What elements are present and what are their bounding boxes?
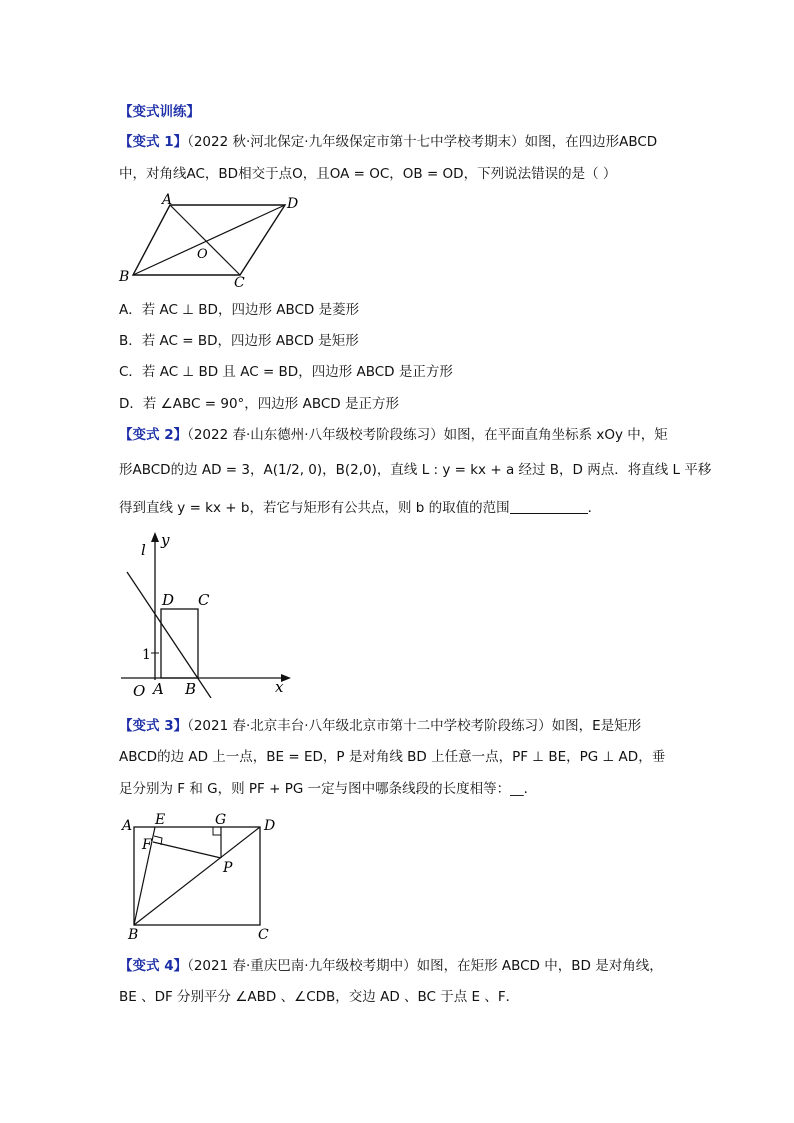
q2-rectangle — [161, 609, 198, 678]
q3-diagonal-bd — [134, 827, 260, 925]
q1-label-a: A — [162, 192, 173, 208]
q1-label-o: O — [197, 247, 208, 262]
q2-line1-tail: 如图，在平面直角坐标系 xOy 中，矩 — [443, 427, 668, 443]
q3-label-d: D — [264, 818, 276, 834]
q3-line3: 足分别为 F 和 G，则 PF + PG 一定与图中哪条线段的长度相等：__． — [119, 781, 538, 797]
q4-tag: 【变式 4】 — [119, 958, 188, 974]
q2-source: （2022 春·山东德州·八年级校考阶段练习） — [187, 427, 444, 443]
q3-right-angle-g — [213, 827, 221, 835]
q1-option-b: B．若 AC = BD，四边形 ABCD 是矩形 — [119, 333, 359, 349]
q3-label-b: B — [128, 927, 139, 942]
q3-label-e: E — [155, 812, 166, 828]
q1-source: （2022 秋·河北保定·九年级保定市第十七中学校考期末） — [187, 134, 525, 150]
q4-line2: BE 、DF 分别平分 ∠ABD 、∠CDB，交边 AD 、BC 于点 E 、F． — [119, 989, 520, 1005]
q4-source: （2021 春·重庆巴南·九年级校考期中） — [187, 958, 417, 974]
q1-label-b: B — [119, 269, 130, 285]
q2-line3-a: 得到直线 y = kx + b，若它与矩形有公共点，则 b 的取值的范围 — [119, 500, 510, 516]
q2-line3 — [119, 498, 679, 518]
q3-rectangle-figure — [115, 812, 285, 942]
q2-label-a: A — [153, 680, 164, 698]
q3-line1-tail: 如图，E是矩形 — [551, 718, 642, 734]
q1-option-a: A．若 AC ⊥ BD，四边形 ABCD 是菱形 — [119, 302, 360, 318]
q2-label-y: y — [161, 531, 170, 549]
q3-segment-pf — [153, 842, 221, 858]
q3-label-c: C — [258, 927, 269, 942]
q3-source: （2021 春·北京丰台·八年级北京市第十二中学校考阶段练习） — [187, 718, 552, 734]
q3-tag: 【变式 3】 — [119, 718, 188, 734]
q2-label-b: B — [185, 680, 197, 698]
q2-label-o: O — [133, 682, 146, 698]
q3-line2: ABCD的边 AD 上一点，BE = ED，P 是对角线 BD 上任意一点，PF ⊥ BE，PG ⊥ AD，垂 — [119, 749, 666, 765]
q3-label-f: F — [142, 837, 152, 853]
q3-label-g: G — [215, 812, 227, 828]
q1-line1 — [119, 132, 679, 152]
q2-line2: 形ABCD的边 AD = 3，A(1/2, 0)，B(2,0)，直线 L : y = kx + a 经过 B，D 两点．将直线 L 平移 — [119, 462, 712, 478]
q2-label-x: x — [275, 678, 284, 696]
q1-figure — [115, 190, 305, 290]
q2-label-d: D — [162, 591, 175, 609]
q1-diagonal-ac — [170, 205, 240, 275]
q1-label-d: D — [287, 196, 299, 212]
q1-option-d: D．若 ∠ABC = 90°，四边形 ABCD 是正方形 — [119, 396, 399, 412]
q2-line3-b: ． — [587, 500, 602, 516]
q2-answer-blank — [510, 499, 588, 514]
q1-option-c: C．若 AC ⊥ BD 且 AC = BD，四边形 ABCD 是正方形 — [119, 364, 453, 380]
section-title: 【变式训练】 — [119, 104, 200, 120]
q2-label-1: 1 — [142, 647, 151, 663]
q3-label-p: P — [223, 860, 233, 876]
q2-y-arrow — [151, 532, 159, 542]
q2-label-c: C — [198, 591, 210, 609]
q1-line1-tail: 如图，在四边形ABCD — [524, 134, 658, 150]
q2-tag: 【变式 2】 — [119, 427, 188, 443]
q1-line2: 中，对角线AC，BD相交于点O，且OA = OC，OB = OD，下列说法错误的是（ ） — [119, 166, 617, 182]
q2-label-l: l — [141, 541, 146, 559]
q3-line1 — [119, 716, 679, 736]
q1-tag: 【变式 1】 — [119, 134, 188, 150]
q3-label-a: A — [122, 818, 133, 834]
q4-line1 — [119, 956, 679, 976]
q1-label-c: C — [234, 275, 245, 290]
q2-line1 — [119, 425, 679, 445]
q2-coordinate-figure — [115, 528, 295, 698]
q4-line1-tail: 如图，在矩形 ABCD 中，BD 是对角线， — [416, 958, 663, 974]
